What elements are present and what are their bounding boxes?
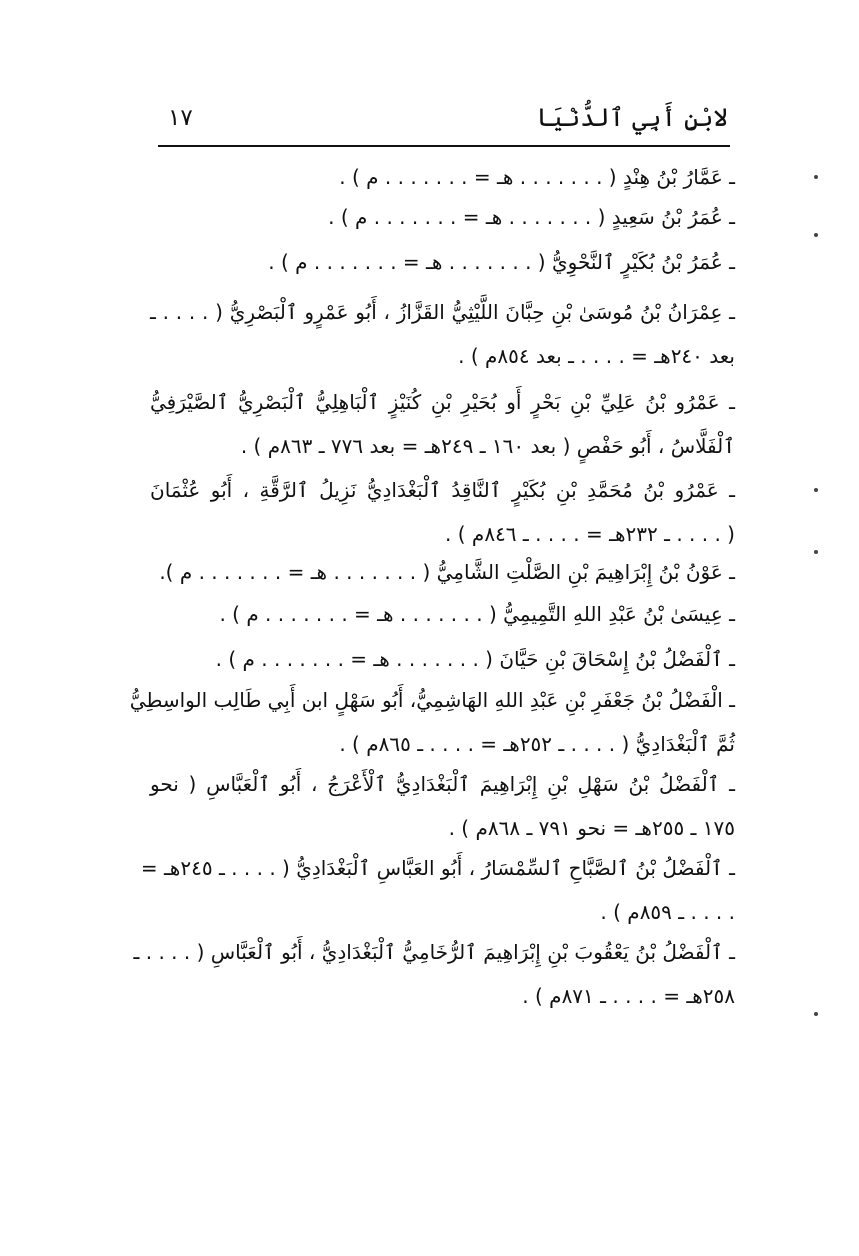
list-item — [133, 930, 735, 1018]
entry-line: ـ ٱلْفَضْلُ بْنُ ٱلصَّبَّاحِ ٱلسِّمْسَارُ ، أَبُو العَبَّاسِ ٱلْبَغْدَادِيُّ ( . . . . ـ ٢٤٥هـ = — [140, 856, 735, 880]
entry-line: ٢٥٨هـ = . . . . ـ ٨٧١م ) . — [522, 984, 735, 1008]
entry-line: ـ عِمْرَانُ بْنُ مُوسَىٰ بْنِ حِبَّانَ اللَّيْثِيُّ القَزَّازُ ، أَبُو عَمْرٍو ٱلْبَصْرِيُّ ( . . . . ـ — [150, 300, 735, 324]
page-number: ١٧ — [168, 105, 193, 131]
entry-line: ـ عَمْرُو بْنُ عَلِيِّ بْنِ بَحْرٍ أَو بُحَيْرِ بْنِ كُنَيْزٍ ٱلْبَاهِلِيُّ ٱلْبَصْرِيُّ ٱلصَّيْرَفِيُّ — [150, 390, 735, 414]
list-item — [150, 762, 735, 850]
header-divider — [158, 145, 730, 147]
scan-speck — [814, 233, 818, 237]
list-item — [150, 380, 735, 468]
entry-line: ـ ٱلْفَضْلُ بْنُ إِسْحَاقَ بْنِ حَيَّانَ ( . . . . . . . هـ = . . . . . . . م ) . — [215, 647, 735, 671]
entry-line: ـ عَمْرُو بْنُ مُحَمَّدِ بْنِ بُكَيْرٍ ٱلنَّاقِدُ ٱلْبَغْدَادِيُّ نَزِيلُ ٱلرَّقَّةِ ، أَبُو عُثْمَانَ — [150, 478, 735, 502]
entry-line: ثُمَّ ٱلْبَغْدَادِيُّ ( . . . . ـ ٢٥٢هـ = . . . . ـ ٨٦٥م ) . — [339, 732, 735, 756]
entry-line: ٱلْفَلَّاسُ ، أَبُو حَفْصٍ ( بعد ١٦٠ ـ ٢٤٩هـ = بعد ٧٧٦ ـ ٨٦٣م ) . — [240, 434, 735, 458]
entry-line: ١٧٥ ـ ٢٥٥هـ = نحو ٧٩١ ـ ٨٦٨م ) . — [448, 816, 735, 840]
list-item — [150, 637, 735, 681]
scan-speck — [814, 550, 818, 554]
list-item — [150, 195, 735, 239]
entry-line: ـ ٱلْفَضْلُ بْنُ سَهْلِ بْنِ إِبْرَاهِيمَ ٱلْبَغْدَادِيُّ ٱلْأَعْرَجُ ، أَبُو ٱلْعَبَّاسِ ( نحو — [150, 772, 735, 796]
entry-line: ـ عِيسَىٰ بْنُ عَبْدِ اللهِ التَّمِيمِيُّ ( . . . . . . . هـ = . . . . . . . م ) . — [219, 602, 735, 626]
entry-line: ـ عَوْنُ بْنُ إِبْرَاهِيمَ بْنِ الصَّلْتِ الشَّامِيُّ ( . . . . . . . هـ = . . . . . . . م ). — [159, 560, 735, 584]
running-header — [160, 98, 728, 138]
list-item — [150, 550, 735, 594]
scan-speck — [814, 175, 818, 179]
list-item — [150, 240, 735, 284]
list-item — [150, 592, 735, 636]
list-item — [140, 846, 735, 934]
list-item — [150, 155, 735, 199]
entry-line: . . . . ـ ٨٥٩م ) . — [600, 900, 735, 924]
list-item — [150, 290, 735, 378]
entry-line: ـ عَمَّارُ بْنُ هِنْدٍ ( . . . . . . . هـ = . . . . . . . م ) . — [339, 165, 735, 189]
entry-line: ـ الْفَضْلُ بْنُ جَعْفَرِ بْنِ عَبْدِ اللهِ الهَاشِمِيُّ، أَبُو سَهْلٍ ابن أَبِي طَالِب الواسِطِيُّ — [129, 688, 735, 712]
list-item — [129, 678, 735, 766]
entry-line: ـ ٱلْفَضْلُ بْنُ يَعْقُوبَ بْنِ إِبْرَاهِيمَ ٱلرُّخَامِيُّ ٱلْبَغْدَادِيُّ ، أَبُو ٱلْعَبَّاسِ ( . . . . ـ — [133, 940, 735, 964]
entry-line: ( . . . . ـ ٢٣٢هـ = . . . . ـ ٨٤٦م ) . — [445, 522, 735, 546]
entry-line: بعد ٢٤٠هـ = . . . . ـ بعد ٨٥٤م ) . — [458, 344, 735, 368]
scan-speck — [814, 488, 818, 492]
entry-line: ـ عُمَرُ بْنُ بُكَيْرٍ ٱلنَّحْوِيُّ ( . . . . . . . هـ = . . . . . . . م ) . — [268, 250, 735, 274]
entry-line: ـ عُمَرُ بْنُ سَعِيدٍ ( . . . . . . . هـ = . . . . . . . م ) . — [328, 205, 735, 229]
running-title: لابْنِ أَبِي ٱلدُّنْيَا — [536, 103, 728, 132]
scan-speck — [814, 1012, 818, 1016]
list-item — [150, 468, 735, 556]
